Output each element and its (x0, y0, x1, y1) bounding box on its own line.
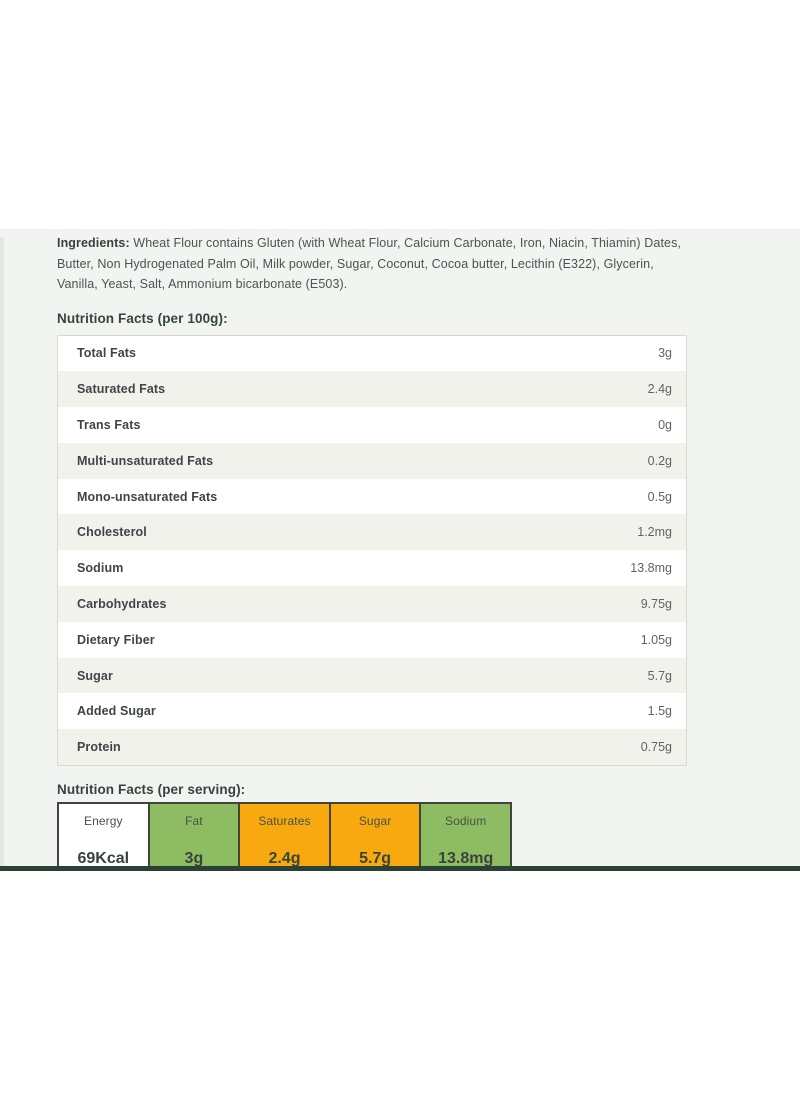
nutrient-label: Trans Fats (77, 417, 141, 432)
nutrient-label: Added Sugar (77, 704, 156, 719)
serving-label: Energy (83, 814, 123, 829)
top-whitespace (0, 0, 800, 229)
serving-cell-energy (59, 804, 150, 866)
nutrient-value: 1.05g (640, 632, 672, 647)
nutrient-value: 13.8mg (630, 561, 672, 576)
nutrient-label: Carbohydrates (77, 596, 167, 611)
bottom-whitespace (0, 871, 800, 1098)
nutrition-table-per-100g (57, 335, 687, 767)
nutrient-value: 9.75g (640, 596, 672, 611)
table-row (58, 729, 686, 765)
table-row (58, 443, 686, 479)
nutrient-label: Cholesterol (77, 525, 147, 540)
serving-cell-fat (150, 804, 241, 866)
table-row (58, 586, 686, 622)
nutrient-label: Mono-unsaturated Fats (77, 489, 218, 504)
serving-cell-saturates (240, 804, 331, 866)
nutrient-label: Saturated Fats (77, 382, 166, 397)
per-100g-heading: Nutrition Facts (per 100g): (57, 310, 228, 326)
serving-value: 69Kcal (77, 850, 130, 866)
nutrient-value: 3g (658, 346, 672, 361)
nutrient-value: 1.2mg (637, 525, 672, 540)
table-row (58, 550, 686, 586)
table-row (58, 336, 686, 372)
table-row (58, 479, 686, 515)
table-row (58, 622, 686, 658)
nutrient-value: 1.5g (647, 704, 672, 719)
nutrient-label: Sodium (77, 561, 124, 576)
per-serving-heading: Nutrition Facts (per serving): (57, 782, 246, 798)
nutrient-label: Dietary Fiber (77, 632, 155, 647)
nutrient-value: 5.7g (647, 668, 672, 683)
nutrient-label: Total Fats (77, 346, 137, 361)
nutrient-value: 2.4g (647, 382, 672, 397)
serving-table-clip (57, 802, 800, 866)
serving-label: Saturates (258, 814, 311, 829)
ingredients-text: Wheat Flour contains Gluten (with Wheat Flour, Calcium Carbonate, Iron, Niacin, Thiamin) Dates, Butter, Non Hydrogenated Palm Oil, Milk powder, Sugar, Coconut, Cocoa butter, Lecithin (E322), Glycerin, Vanilla, Yeast, Salt, Ammonium bicarbonate (E503). (57, 236, 681, 291)
serving-label: Sugar (358, 814, 392, 829)
nutrient-label: Multi-unsaturated Fats (77, 453, 214, 468)
left-edge-strip (0, 237, 4, 866)
nutrient-label: Sugar (77, 668, 113, 683)
serving-label: Sodium (445, 814, 487, 829)
serving-value: 3g (184, 850, 204, 866)
serving-cell-sugar (331, 804, 422, 866)
nutrient-value: 0g (658, 417, 672, 432)
nutrient-value: 0.2g (647, 453, 672, 468)
nutrient-value: 0.75g (640, 740, 672, 755)
ingredients-paragraph (57, 229, 691, 295)
serving-value: 13.8mg (438, 850, 494, 866)
nutrition-table-per-serving (57, 802, 512, 866)
nutrient-value: 0.5g (647, 489, 672, 504)
table-row (58, 371, 686, 407)
nutrient-label: Protein (77, 740, 121, 755)
ingredients-label: Ingredients: (57, 236, 130, 250)
serving-value: 5.7g (359, 850, 392, 866)
serving-value: 2.4g (268, 850, 301, 866)
table-row (58, 514, 686, 550)
table-row (58, 407, 686, 443)
serving-cell-sodium (421, 804, 510, 866)
table-row (58, 658, 686, 694)
table-row (58, 693, 686, 729)
serving-label: Fat (185, 814, 203, 829)
nutrition-section (0, 229, 800, 866)
